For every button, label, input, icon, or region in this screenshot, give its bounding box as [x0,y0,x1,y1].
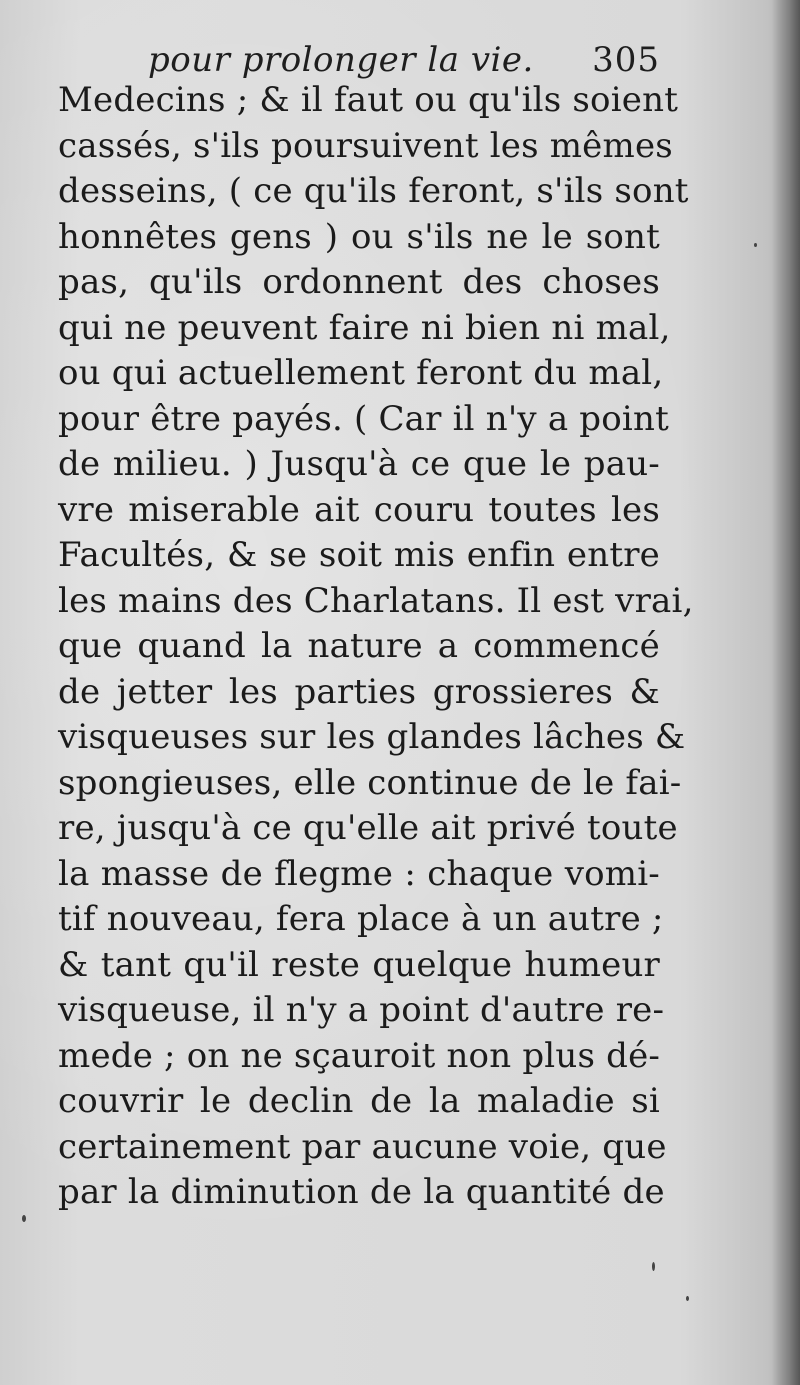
paper-speck [652,1262,655,1271]
text-line: qui ne peuvent faire ni bien ni mal, [58,307,671,348]
page-edge-shadow [772,0,800,1385]
paper-speck [686,1296,689,1301]
text-line: que quand la nature a commencé [58,626,660,666]
body-text [58,78,694,1216]
text-line: visqueuses sur les glandes lâches & [58,717,686,757]
text-line: couvrir le declin de la maladie si [58,1081,660,1121]
text-line: la masse de flegme : chaque vomi- [58,853,660,894]
text-line: pour être payés. ( Car il n'y a point [58,398,669,439]
text-line: de milieu. ) Jusqu'à ce que le pau- [58,444,660,484]
text-line: les mains des Charlatans. Il est vrai, [58,580,694,621]
text-line: Facultés, & se soit mis enfin entre [58,535,660,575]
text-line: pas, qu'ils ordonnent des choses [58,262,660,302]
text-line: de jetter les parties grossieres & [58,671,660,712]
running-head-title: pour prolonger la vie. [148,40,534,80]
paper-speck [754,243,757,247]
text-line: certainement par aucune voie, que [58,1126,667,1167]
text-line: vre miserable ait couru toutes les [58,489,660,530]
text-line: honnêtes gens ) ou s'ils ne le sont [58,216,660,257]
text-line: tif nouveau, fera place à un autre ; [58,899,664,939]
text-line: desseins, ( ce qu'ils feront, s'ils sont [58,171,689,211]
text-line: par la diminution de la quantité de [58,1172,665,1212]
text-line: mede ; on ne sçauroit non plus dé- [58,1035,661,1076]
text-line: visqueuse, il n'y a point d'autre re- [58,990,665,1030]
text-line: spongieuses, elle continue de le fai- [58,762,682,803]
paper-speck [22,1215,26,1222]
text-line: re, jusqu'à ce qu'elle ait privé toute [58,808,678,848]
text-line: Medecins ; & il faut ou qu'ils soient [58,80,679,120]
page-number: 305 [592,40,660,80]
text-line: & tant qu'il reste quelque humeur [58,944,660,985]
text-line: cassés, s'ils poursuivent les mêmes [58,125,673,166]
text-line: ou qui actuellement feront du mal, [58,353,664,393]
